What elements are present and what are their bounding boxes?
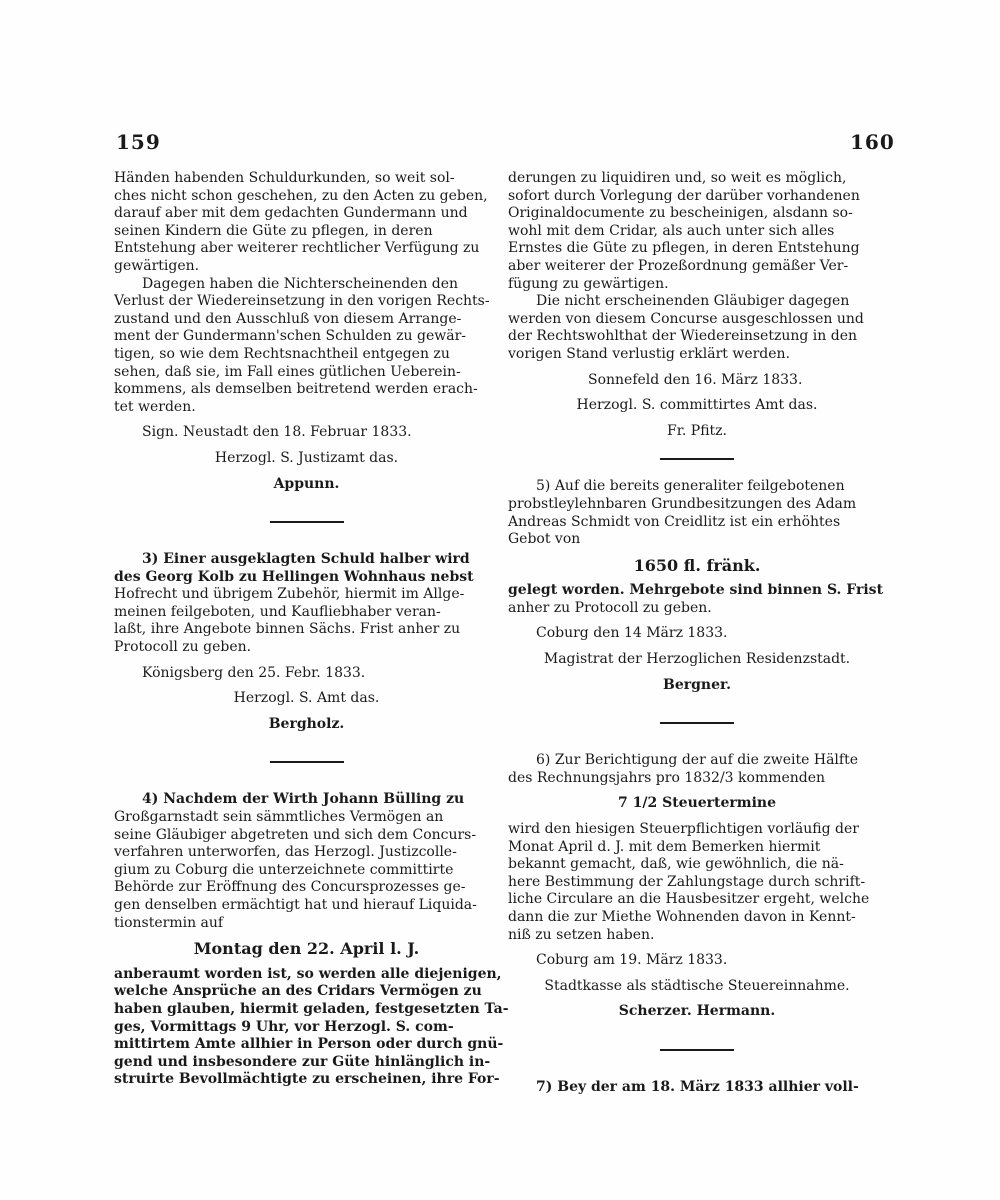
- text-line: vorigen Stand verlustig erklärt werden.: [508, 345, 791, 362]
- text-line: seinen Kindern die Güte zu pflegen, in deren: [114, 222, 433, 239]
- text-line: Behörde zur Eröffnung des Concursprozesses ge-: [114, 879, 466, 896]
- text-line: struirte Bevollmächtigte zu erscheinen, ihre For-: [114, 1071, 500, 1088]
- text-line: gen denselben ermächtigt hat und hierauf Liquida-: [114, 897, 477, 913]
- issuing-authority: Stadtkasse als städtische Steuereinnahme.: [544, 977, 850, 994]
- paragraph-consequences: [114, 276, 499, 417]
- text-line: liche Circulare an die Hausbesitzer ergeht, welche: [508, 891, 870, 908]
- text-line: Die nicht erscheinenden Gläubiger dagegen: [536, 293, 850, 310]
- bid-amount: 1650 fl. fränk.: [633, 555, 761, 575]
- text-line: Entstehung aber weiterer rechtlicher Verfügung zu: [114, 240, 480, 257]
- text-line: der Rechtswohlthat der Wiedereinsetzung in den: [508, 328, 857, 345]
- text-line: probstleylehnbaren Grundbesitzungen des Adam: [508, 495, 857, 512]
- issuing-authority: Herzogl. S. committirtes Amt das.: [576, 397, 818, 414]
- text-line: Monat April d. J. mit dem Bemerken hiermit: [508, 838, 821, 855]
- signature: Bergholz.: [268, 715, 345, 732]
- text-line: Hofrecht und übrigem Zubehör, hiermit im Allge-: [114, 586, 465, 603]
- text-line: tet werden.: [114, 398, 196, 415]
- text-line: sofort durch Vorlegung der darüber vorhandenen: [508, 187, 860, 204]
- page-number-right: 160: [850, 130, 895, 154]
- notice-6-continued: [508, 821, 886, 944]
- continued-paragraph: [508, 170, 886, 293]
- text-line: ges, Vormittags 9 Uhr, vor Herzogl. S. com-: [114, 1018, 454, 1035]
- notice-6: [508, 752, 886, 787]
- signature: Bergner.: [663, 676, 731, 693]
- place-date: Coburg am 19. März 1833.: [536, 952, 728, 969]
- text-line: des Rechnungsjahrs pro 1832/3 kommenden: [508, 769, 826, 786]
- text-line: niß zu setzen haben.: [508, 926, 655, 943]
- text-line: ment der Gundermann'schen Schulden zu gewär-: [114, 328, 466, 345]
- text-line: kommens, als demselben beitretend werden erach-: [114, 381, 478, 398]
- text-line: aber weiterer der Prozeßordnung gemäßer Ver-: [508, 257, 849, 274]
- text-line: verfahren unterworfen, das Herzogl. Justizcolle-: [114, 844, 457, 861]
- text-line: mittirtem Amte allhier in Person oder durch gnü-: [114, 1036, 504, 1053]
- notice-5: [508, 478, 886, 548]
- text-line: werden von diesem Concurse ausgeschlossen und: [508, 310, 864, 327]
- text-line: darauf aber mit dem gedachten Gundermann und: [114, 205, 468, 222]
- text-line: 3) Einer ausgeklagten Schuld halber wird: [142, 551, 470, 568]
- text-line: 6) Zur Berichtigung der auf die zweite Hälfte: [536, 752, 858, 769]
- text-line: tionstermin auf: [114, 914, 224, 931]
- text-line: Verlust der Wiedereinsetzung in den vorigen Rechts-: [114, 293, 490, 310]
- tax-installments: 7 1/2 Steuertermine: [618, 795, 776, 812]
- page-number-left: 159: [116, 130, 161, 154]
- text-line: here Bestimmung der Zahlungstage durch schrift-: [508, 873, 866, 890]
- text-line: Händen habenden Schuldurkunden, so weit sol-: [114, 170, 455, 186]
- paragraph-exclusion: [508, 293, 886, 363]
- text-line: Dagegen haben die Nichterscheinenden den: [142, 275, 459, 292]
- text-line: Ernstes die Güte zu pflegen, in deren Entstehung: [508, 240, 860, 257]
- text-line: fügung zu gewärtigen.: [508, 275, 669, 292]
- text-line: derungen zu liquidiren und, so weit es möglich,: [508, 170, 847, 186]
- left-column: [114, 170, 509, 1089]
- text-line: wohl mit dem Cridar, als auch unter sich alles: [508, 222, 835, 239]
- text-line: sehen, daß sie, im Fall eines gütlichen Ueberein-: [114, 363, 461, 380]
- place-date: Coburg den 14 März 1833.: [536, 625, 728, 642]
- text-line: Originaldocumente zu bescheinigen, alsdann so-: [508, 205, 853, 222]
- text-line: ches nicht schon geschehen, zu den Acten zu geben,: [114, 187, 488, 204]
- hearing-date: Montag den 22. April l. J.: [193, 939, 420, 959]
- text-line: 4) Nachdem der Wirth Johann Bülling zu: [142, 791, 465, 808]
- text-line: bekannt gemacht, daß, wie gewöhnlich, die nä-: [508, 856, 844, 873]
- text-line: anher zu Protocoll zu geben.: [508, 599, 712, 616]
- signature: Appunn.: [273, 475, 340, 492]
- text-line: Andreas Schmidt von Creidlitz ist ein erhöhtes: [508, 513, 841, 530]
- notice-4-continued: [114, 965, 509, 1089]
- issuing-authority: Magistrat der Herzoglichen Residenzstadt.: [543, 651, 851, 668]
- signature: Fr. Pfitz.: [667, 422, 727, 439]
- notice-4: [114, 791, 499, 932]
- text-line: 5) Auf die bereits generaliter feilgebotenen: [536, 478, 845, 495]
- text-line: Protocoll zu geben.: [114, 639, 252, 656]
- text-line: welche Ansprüche an des Cridars Vermögen zu: [114, 983, 482, 1000]
- text-line: meinen feilgeboten, und Kaufliebhaber veran-: [114, 603, 441, 620]
- text-line: Großgarnstadt sein sämmtliches Vermögen an: [114, 809, 444, 826]
- notice-5-continued: [508, 582, 886, 617]
- text-line: gewärtigen.: [114, 257, 200, 274]
- place-date: Sign. Neustadt den 18. Februar 1833.: [142, 424, 412, 441]
- text-line: des Georg Kolb zu Hellingen Wohnhaus nebst: [114, 568, 474, 585]
- text-line: gelegt worden. Mehrgebote sind binnen S. Frist: [508, 582, 884, 599]
- text-line: haben glauben, hiermit geladen, festgesetzten Ta-: [114, 1000, 509, 1017]
- notice-3: [114, 551, 499, 657]
- text-line: gend und insbesondere zur Güte hinlänglich in-: [114, 1053, 491, 1070]
- text-line: anberaumt worden ist, so werden alle diejenigen,: [114, 965, 502, 982]
- intro-paragraph: [114, 170, 499, 276]
- notice-7-start: 7) Bey der am 18. März 1833 allhier voll-: [536, 1078, 859, 1095]
- text-line: gium zu Coburg die unterzeichnete committirte: [114, 861, 454, 878]
- text-line: zustand und den Ausschluß von diesem Arrange-: [114, 310, 462, 327]
- text-line: laßt, ihre Angebote binnen Sächs. Frist anher zu: [114, 621, 461, 638]
- text-line: dann die zur Miethe Wohnenden davon in Kennt-: [508, 909, 856, 925]
- issuing-authority: Herzogl. S. Amt das.: [233, 690, 380, 707]
- text-line: tigen, so wie dem Rechtsnachtheil entgegen zu: [114, 345, 450, 362]
- place-date: Königsberg den 25. Febr. 1833.: [142, 664, 366, 681]
- signature: Scherzer. Hermann.: [618, 1003, 776, 1020]
- text-line: wird den hiesigen Steuerpflichtigen vorläufig der: [508, 821, 859, 838]
- text-line: Gebot von: [508, 531, 581, 548]
- issuing-authority: Herzogl. S. Justizamt das.: [214, 449, 399, 466]
- text-line: seine Gläubiger abgetreten und sich dem Concurs-: [114, 826, 477, 843]
- right-column: [508, 170, 886, 1097]
- place-date: Sonnefeld den 16. März 1833.: [588, 371, 803, 388]
